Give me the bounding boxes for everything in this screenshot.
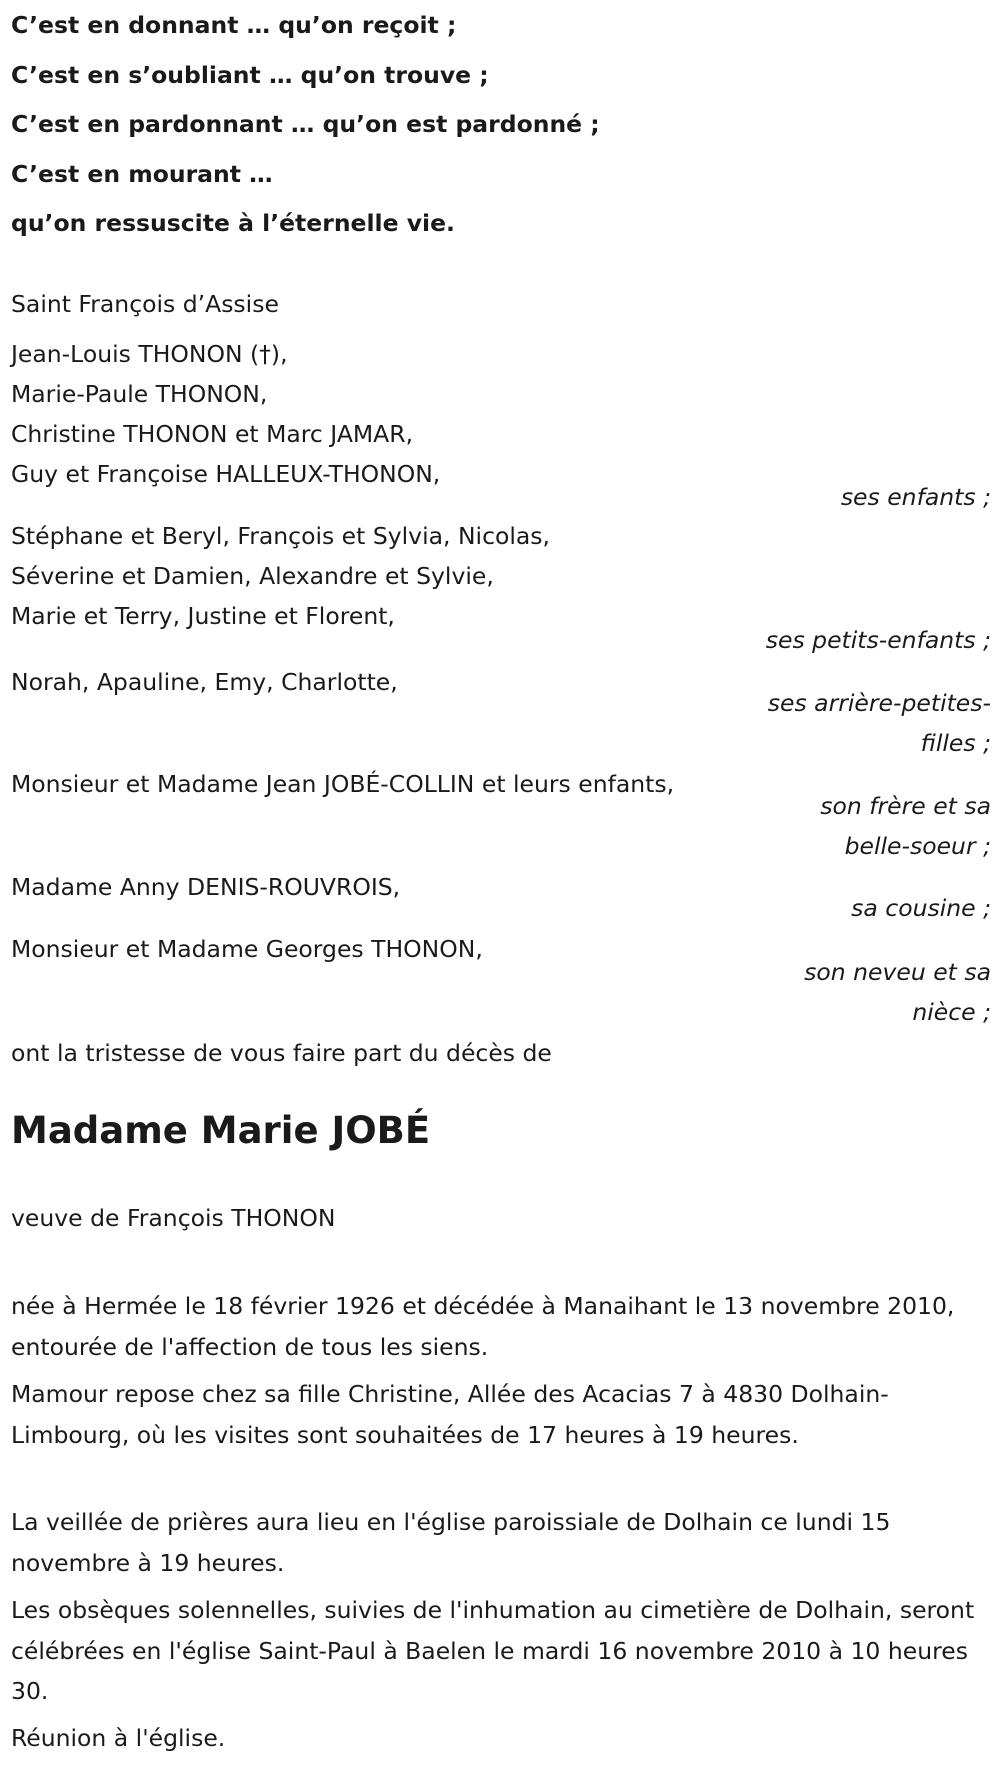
- poem-attribution: Saint François d’Assise: [11, 290, 279, 318]
- poem-line: C’est en donnant … qu’on reçoit ;: [11, 11, 457, 39]
- grandchildren-relation: [766, 620, 991, 660]
- relation-label: belle-soeur ;: [844, 832, 991, 860]
- family-name-line: Guy et Françoise HALLEUX-THONON,: [11, 460, 441, 488]
- family-name-line: Monsieur et Madame Jean JOBÉ-COLLIN et leurs enfants,: [11, 770, 675, 798]
- relation-label: nièce ;: [912, 998, 991, 1026]
- poem-line: C’est en s’oubliant … qu’on trouve ;: [11, 60, 489, 89]
- children-names: [11, 334, 991, 494]
- widow-of: veuve de François THONON: [11, 1204, 336, 1232]
- children-relation: [841, 477, 991, 517]
- poem-line: C’est en mourant …: [11, 159, 273, 188]
- funeral-paragraph: Les obsèques solennelles, suivies de l'inhumation au cimetière de Dolhain, seront célébrées en l'église Saint-Paul à Baelen le mardi 16 novembre 2010 à 10 heures 30.: [11, 1596, 975, 1705]
- family-name-line: Marie-Paule THONON,: [11, 380, 268, 408]
- family-name-line: Stéphane et Beryl, François et Sylvia, Nicolas,: [11, 522, 551, 550]
- birth-death-paragraph: née à Hermée le 18 février 1926 et décédée à Manaihant le 13 novembre 2010, entourée de l'affection de tous les siens.: [11, 1292, 955, 1361]
- family-name-line: Christine THONON et Marc JAMAR,: [11, 420, 414, 448]
- poem-line: C’est en pardonnant … qu’on est pardonné ;: [11, 110, 600, 138]
- grandchildren-names: [11, 516, 991, 636]
- announcement: ont la tristesse de vous faire part du décès de: [11, 1039, 552, 1067]
- poem: [11, 0, 991, 256]
- family-name-line: Marie et Terry, Justine et Florent,: [11, 602, 395, 630]
- family-name-line: Monsieur et Madame Georges THONON,: [11, 935, 483, 963]
- brother-relation: [820, 786, 991, 866]
- relation-label: ses enfants ;: [840, 483, 991, 511]
- family-name-line: Jean-Louis THONON (†),: [11, 340, 288, 368]
- visits-paragraph: Mamour repose chez sa fille Christine, Allée des Acacias 7 à 4830 Dolhain-Limbourg, où les visites sont souhaitées de 17 heures à 19 heures.: [11, 1380, 889, 1449]
- nephew-relation: [804, 952, 991, 1032]
- great-granddaughters-relation: [768, 683, 991, 763]
- relation-label: son frère et sa: [820, 792, 991, 820]
- poem-line: qu’on ressuscite à l’éternelle vie.: [11, 209, 455, 237]
- relation-label: ses petits-enfants ;: [765, 626, 991, 654]
- relation-label: ses arrière-petites-: [767, 689, 991, 717]
- deceased-name: Madame Marie JOBÉ: [11, 1109, 431, 1152]
- obituary-page: [11, 0, 991, 1752]
- family-name-line: Séverine et Damien, Alexandre et Sylvie,: [11, 562, 494, 590]
- cousin-names: [11, 867, 991, 907]
- vigil-paragraph: La veillée de prières aura lieu en l'église paroissiale de Dolhain ce lundi 15 novembre à 19 heures.: [11, 1508, 891, 1577]
- cousin-relation: [851, 888, 991, 928]
- family-name-line: Madame Anny DENIS-ROUVROIS,: [11, 873, 401, 901]
- relation-label: sa cousine ;: [851, 894, 991, 922]
- family-name-line: Norah, Apauline, Emy, Charlotte,: [11, 668, 398, 696]
- relation-label: son neveu et sa: [804, 958, 991, 986]
- relation-label: filles ;: [920, 729, 991, 757]
- meeting-paragraph: Réunion à l'église.: [11, 1724, 226, 1752]
